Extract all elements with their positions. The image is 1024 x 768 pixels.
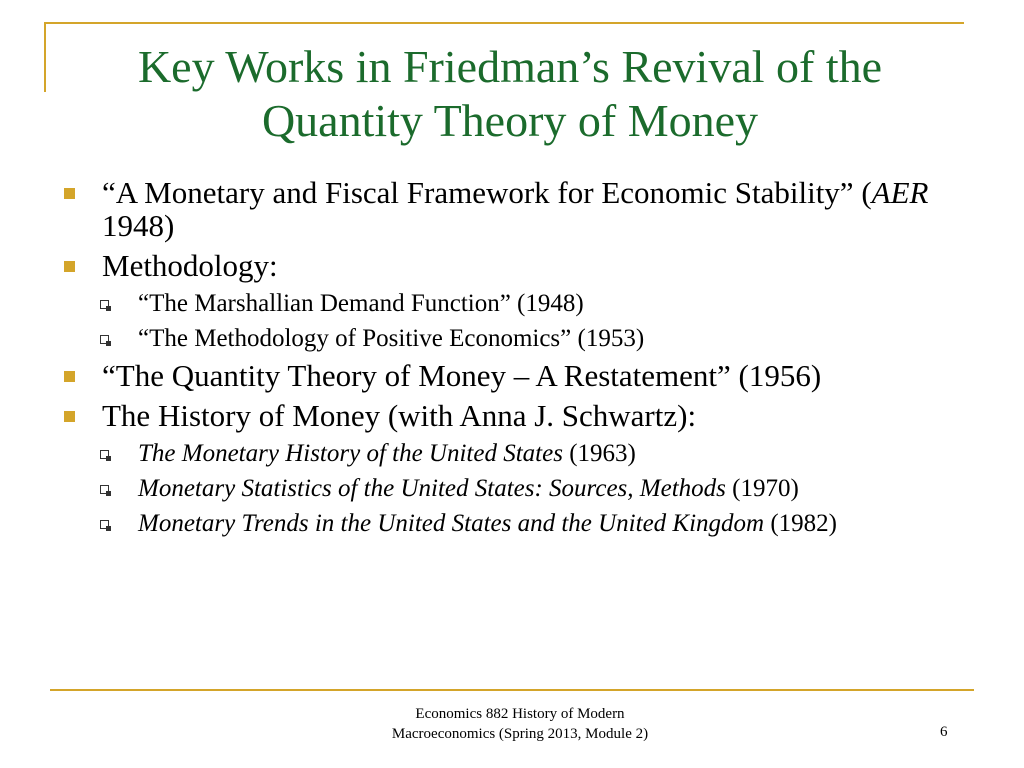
book-title: The Monetary History of the United States (138, 440, 563, 467)
sub-bullet-item (62, 474, 962, 503)
hollow-square-bullet-icon (100, 485, 109, 494)
sub-bullet-item (62, 289, 962, 318)
square-bullet-icon (64, 371, 75, 382)
bullet-item-framework (62, 176, 962, 242)
hollow-square-bullet-icon (100, 335, 109, 344)
hollow-square-bullet-icon (100, 450, 109, 459)
square-bullet-icon (64, 261, 75, 272)
bullet-item-history (62, 399, 962, 432)
footer-text (330, 704, 710, 744)
left-rule (44, 22, 46, 92)
page-number: 6 (940, 724, 948, 740)
footer-line-2: Macroeconomics (Spring 2013, Module 2) (391, 726, 649, 742)
book-year: (1970) (725, 475, 799, 502)
item-text: “The Marshallian Demand Function” (1948) (138, 290, 584, 317)
journal-name: AER (871, 175, 929, 210)
item-text: “A Monetary and Fiscal Framework for Economic Stability” ( (102, 175, 872, 210)
footer-line-1: Economics 882 History of Modern (415, 706, 625, 722)
slide-title: Key Works in Friedman’s Revival of the Quantity Theory of Money (137, 41, 883, 146)
item-text: 1948) (102, 208, 175, 243)
square-bullet-icon (64, 411, 75, 422)
book-year: (1982) (764, 510, 838, 537)
sub-bullet-item (62, 324, 962, 353)
bullet-item-restatement (62, 359, 962, 392)
bullet-item-methodology (62, 249, 962, 282)
bullet-list (62, 176, 962, 544)
item-text: “The Methodology of Positive Economics” (1953) (138, 325, 645, 352)
book-year: (1963) (562, 440, 636, 467)
book-title: Monetary Statistics of the United States: Sources, Methods (138, 475, 726, 502)
hollow-square-bullet-icon (100, 300, 109, 309)
square-bullet-icon (64, 188, 75, 199)
item-text: “The Quantity Theory of Money – A Restatement” (1956) (102, 358, 822, 393)
hollow-square-bullet-icon (100, 520, 109, 529)
sub-bullet-item (62, 439, 962, 468)
book-title: Monetary Trends in the United States and the United Kingdom (138, 510, 765, 537)
item-text: Methodology: (102, 248, 278, 283)
top-rule (44, 22, 964, 24)
bottom-rule (50, 689, 974, 691)
sub-bullet-item (62, 509, 962, 538)
item-text: The History of Money (with Anna J. Schwartz): (102, 398, 697, 433)
